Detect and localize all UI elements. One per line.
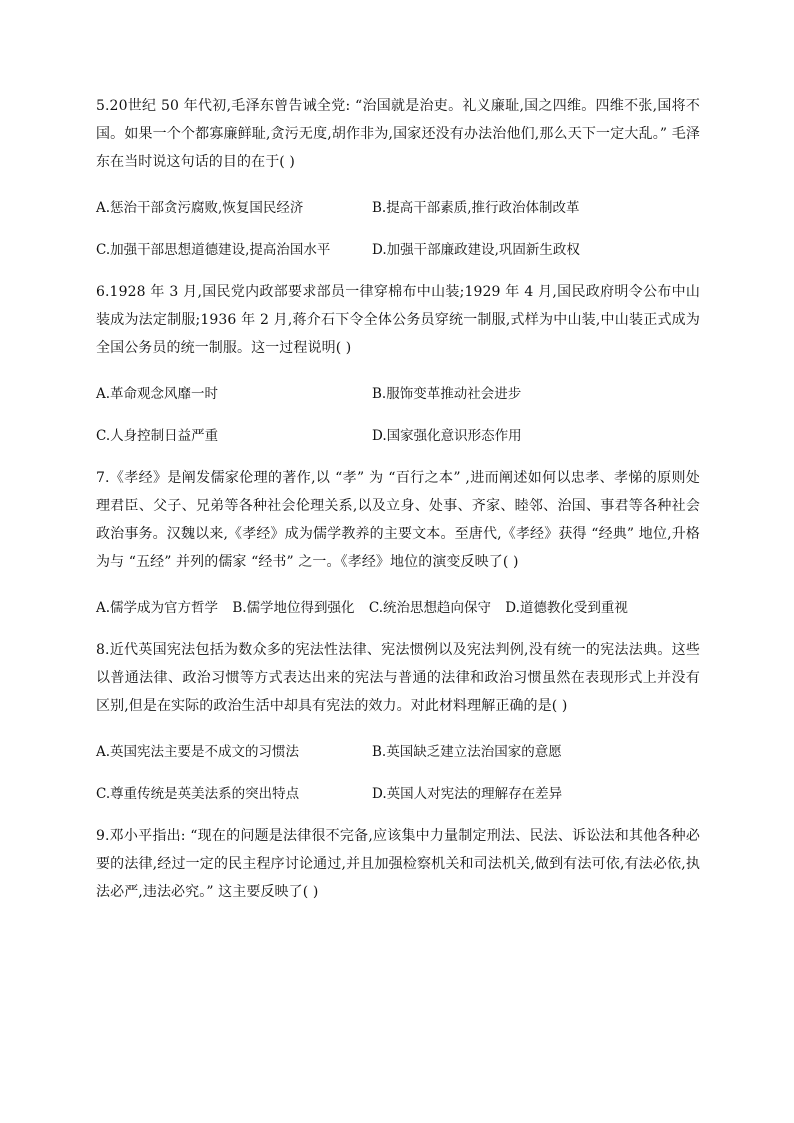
option-b[interactable]: B.服饰变革推动社会进步 (372, 386, 522, 402)
question-stem: 7.《孝经》是阐发儒家伦理的著作,以 “孝” 为 “百行之本” ,进而阐述如何以忠孝、孝悌的原则处理君臣、父子、兄弟等各种社会伦理关系,以及立身、处事、齐家、睦邻、治国、事君等各种社会政治事务。汉魏以来,《孝经》成为儒学教养的主要文本。至唐代,《孝经》获得 “经典” 地位,升格为与 “五经” 并列的儒家 “经书” 之一。《孝经》地位的演变反映了( ) (96, 470, 700, 570)
question-stem: 5.20世纪 50 年代初,毛泽东曾告诫全党: “治国就是治吏。礼义廉耻,国之四维。四维不张,国将不国。如果一个个都寡廉鲜耻,贪污无度,胡作非为,国家还没有办法治他们,那么天下一定大乱。” 毛泽东在当时说这句话的目的在于( ) (96, 98, 700, 170)
option-d[interactable]: D.加强干部廉政建设,巩固新生政权 (372, 242, 580, 258)
option-row (96, 598, 700, 618)
answer-options (96, 598, 700, 618)
question-5 (96, 92, 700, 260)
option-c[interactable]: C.加强干部思想道德建设,提高治国水平 (96, 242, 331, 258)
option-a[interactable]: A.英国宪法主要是不成文的习惯法 (96, 744, 300, 760)
option-b[interactable]: B.英国缺乏建立法治国家的意愿 (372, 744, 562, 760)
option-a[interactable]: A.惩治干部贪污腐败,恢复国民经济 (96, 200, 304, 216)
question-7 (96, 464, 700, 618)
option-c[interactable]: C.人身控制日益严重 (96, 428, 219, 444)
option-c[interactable]: C.统治思想趋向保守 (368, 600, 491, 616)
option-row (96, 742, 700, 762)
option-d[interactable]: D.道德教化受到重视 (505, 600, 628, 616)
answer-options (96, 198, 700, 260)
answer-options (96, 384, 700, 446)
question-9 (96, 822, 700, 906)
question-6 (96, 278, 700, 446)
option-row (96, 784, 700, 804)
option-row (96, 426, 700, 446)
option-row (96, 384, 700, 404)
option-row (96, 240, 700, 260)
option-b[interactable]: B.儒学地位得到强化 (232, 600, 355, 616)
exam-page (96, 92, 700, 924)
option-a[interactable]: A.儒学成为官方哲学 (96, 600, 219, 616)
option-row (96, 198, 700, 218)
option-b[interactable]: B.提高干部素质,推行政治体制改革 (372, 200, 580, 216)
question-stem: 6.1928 年 3 月,国民党内政部要求部员一律穿棉布中山装;1929 年 4 月,国民政府明令公布中山装成为法定制服;1936 年 2 月,蒋介石下令全体公务员穿统一制服,式样为中山装,中山装正式成为全国公务员的统一制服。这一过程说明( ) (96, 284, 700, 356)
question-stem: 8.近代英国宪法包括为数众多的宪法性法律、宪法惯例以及宪法判例,没有统一的宪法法典。这些以普通法律、政治习惯等方式表达出来的宪法与普通的法律和政治习惯虽然在表现形式上并没有区别,但是在实际的政治生活中却具有宪法的效力。对此材料理解正确的是( ) (96, 642, 700, 714)
question-8 (96, 636, 700, 804)
question-stem: 9.邓小平指出: “现在的问题是法律很不完备,应该集中力量制定刑法、民法、诉讼法和其他各种必要的法律,经过一定的民主程序讨论通过,并且加强检察机关和司法机关,做到有法可依,有法必依,执法必严,违法必究。” 这主要反映了( ) (96, 828, 700, 900)
option-d[interactable]: D.英国人对宪法的理解存在差异 (372, 786, 563, 802)
option-d[interactable]: D.国家强化意识形态作用 (372, 428, 522, 444)
option-c[interactable]: C.尊重传统是英美法系的突出特点 (96, 786, 300, 802)
option-a[interactable]: A.革命观念风靡一时 (96, 386, 219, 402)
answer-options (96, 742, 700, 804)
